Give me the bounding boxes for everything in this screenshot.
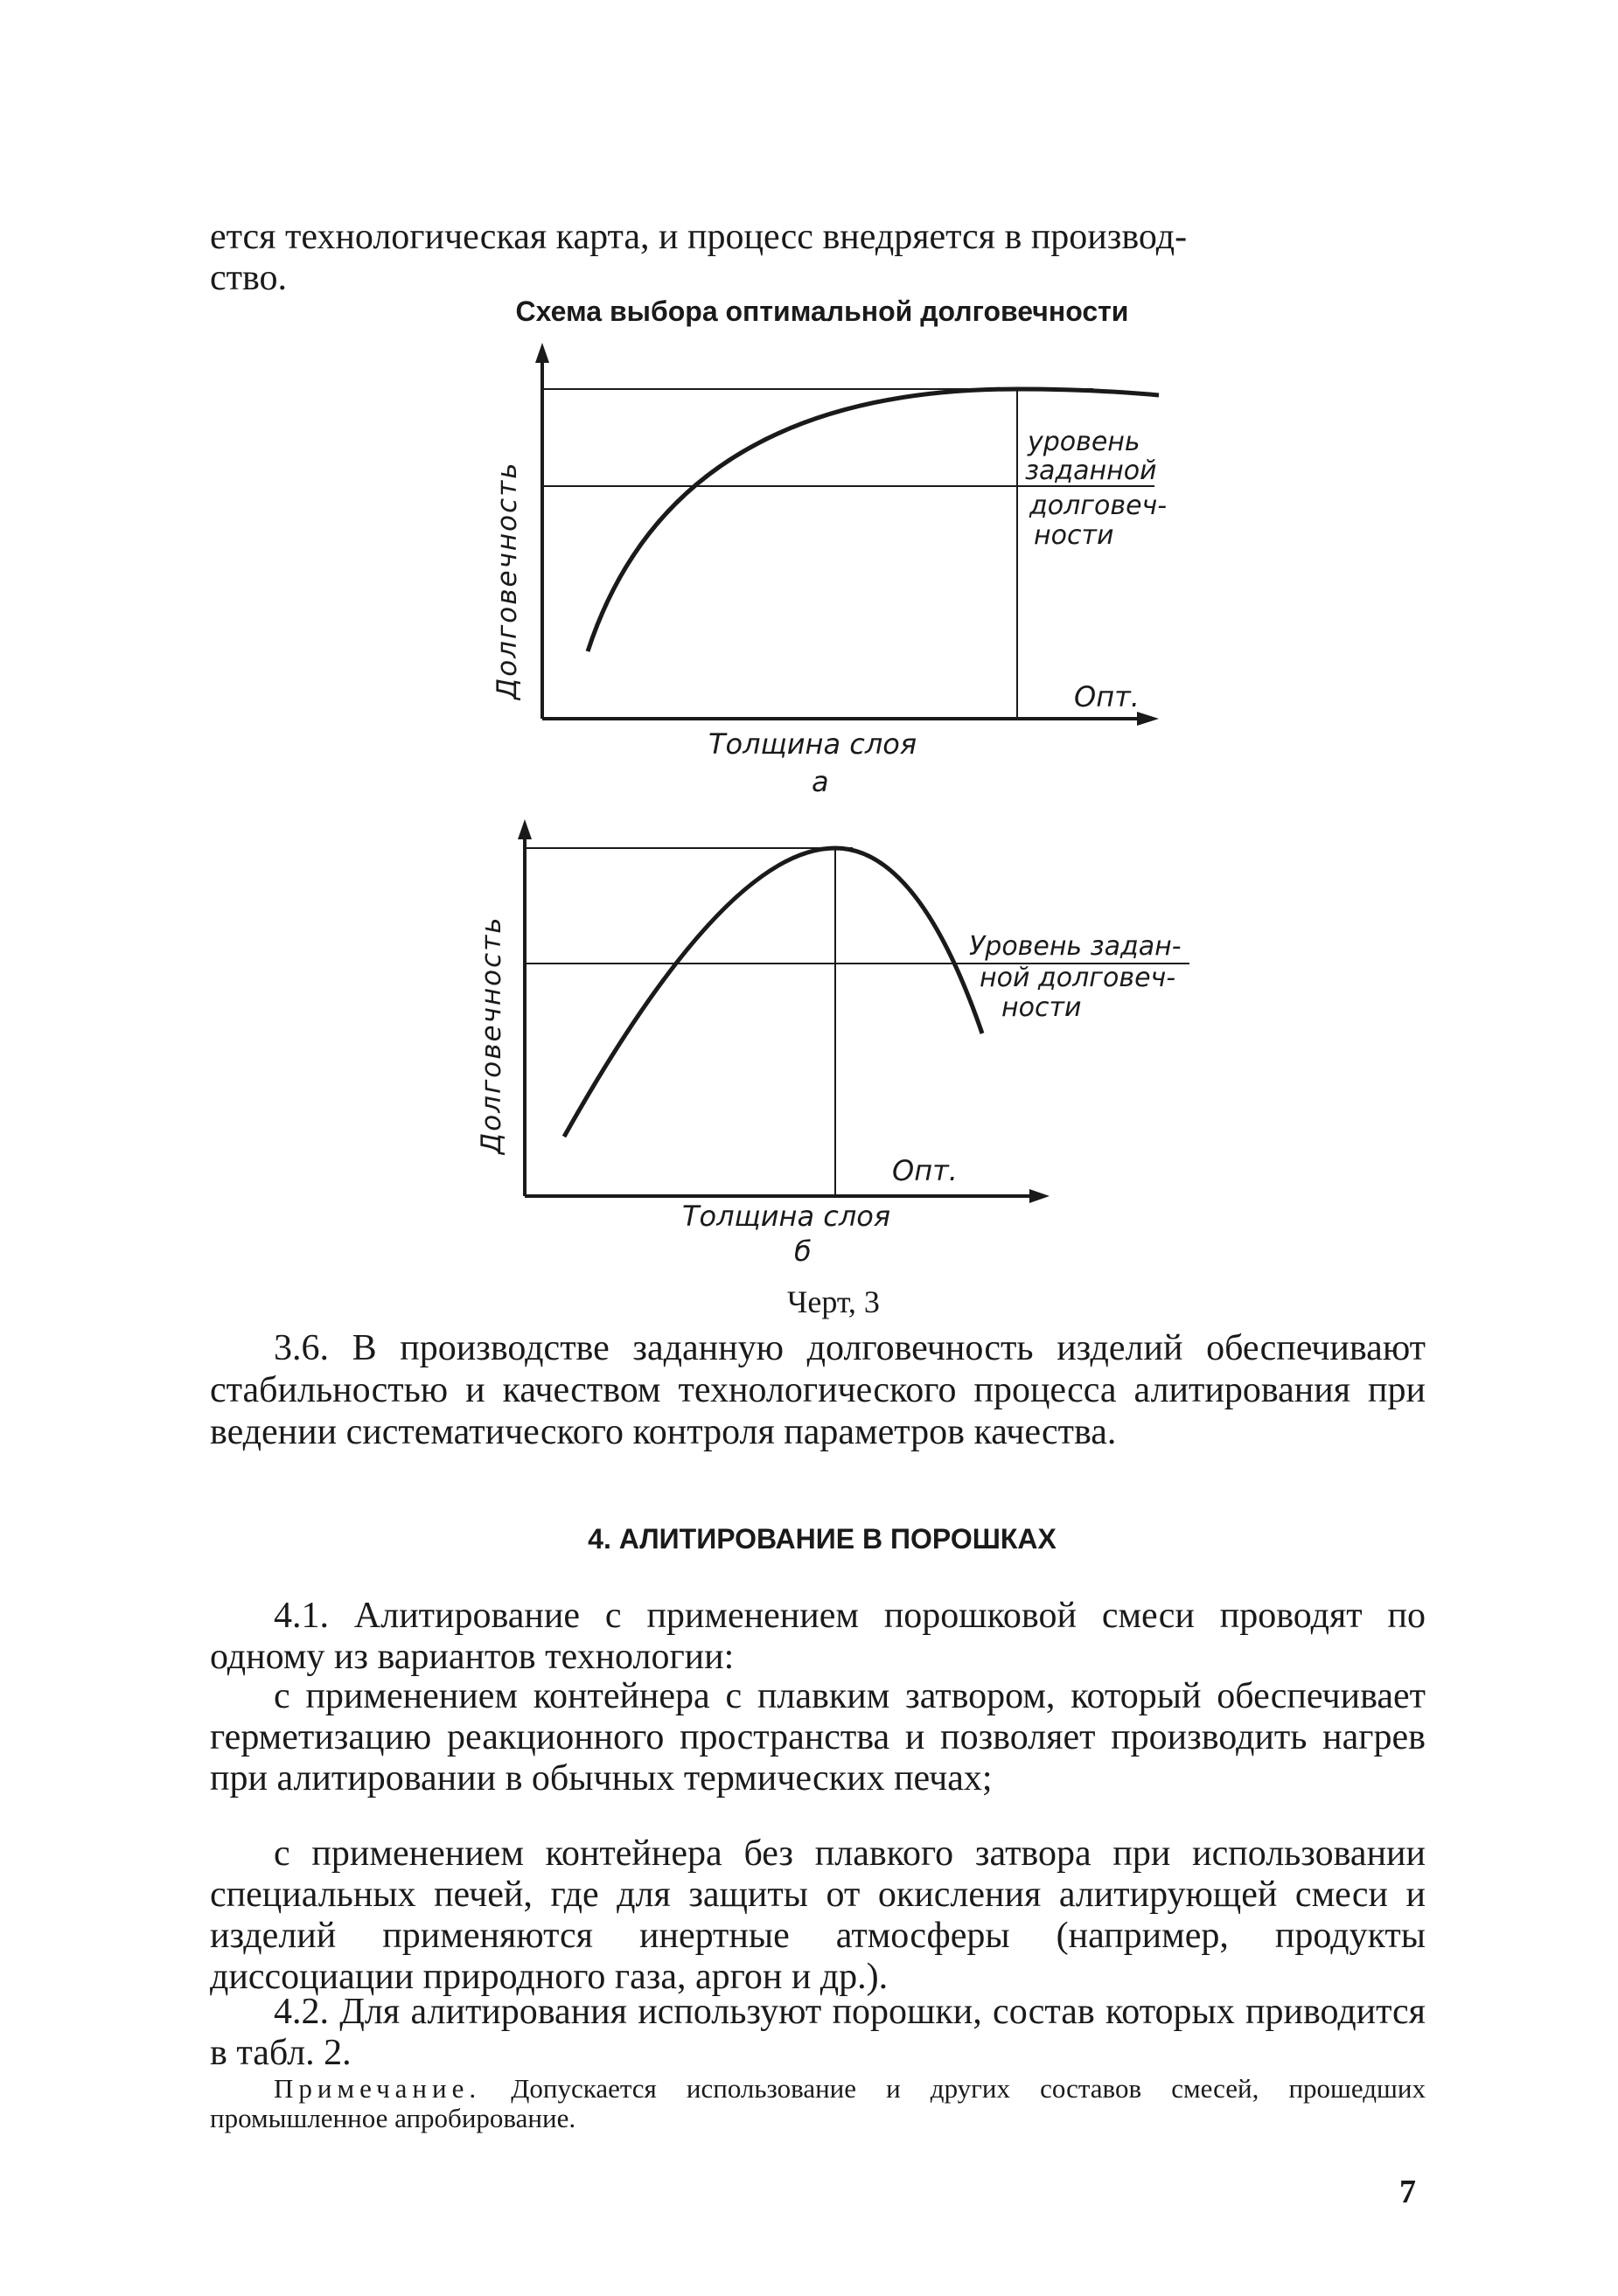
chart-a-xlabel: Толщина слоя — [708, 727, 917, 761]
chart-a-ylabel: Долговечность — [492, 461, 523, 699]
chart-b-x-arrow — [1029, 1189, 1050, 1203]
chart-a-level-label-3: долговеч- — [1029, 491, 1168, 521]
section-4-heading: 4. АЛИТИРОВАНИЕ В ПОРОШКАХ — [588, 1523, 1057, 1555]
chart-a-level-label-2: заданной — [1025, 456, 1157, 486]
page-number: 7 — [1399, 2174, 1416, 2210]
chart-b-sublabel: б — [794, 1235, 812, 1268]
note-label: Примечание. — [274, 2073, 482, 2104]
section-4-1-option-a: с применением контейнера с плавким затвором, который обеспечивает герметизацию реакционного пространства и позволяет производить нагрев при алитировании в обычных термических печах; — [210, 1676, 1426, 1799]
figure-title: Схема выбора оптимальной долговечности — [515, 296, 1129, 327]
chart-a-level-label-1: уровень — [1028, 427, 1140, 457]
chart-a-sublabel: а — [812, 765, 829, 798]
chart-b-level-label-2: ной долговеч- — [980, 963, 1176, 993]
chart-b-y-arrow — [518, 819, 532, 839]
section-4-2-paragraph: 4.2. Для алитирования используют порошки, состав которых приводится в табл. 2. — [210, 1992, 1426, 2073]
chart-a-level-label-4: ности — [1034, 520, 1114, 551]
section-3-6-paragraph: 3.6. В производстве заданную долговечность изделий обеспечивают стабильностью и качеством технологического процесса алитирования при ведении систематического контроля параметров качества. — [210, 1328, 1426, 1452]
section-4-1-option-b: с применением контейнера без плавкого затвора при использовании специальных печей, где для защиты от окисления алитирующей смеси и изделий применяются инертные атмосферы (например, продукты диссоциации природного газа, аргон и др.). — [210, 1833, 1426, 1997]
note-text: Допускается использование и других составов смесей, прошедших промышленное апробирование. — [210, 2073, 1426, 2133]
chart-b-xlabel: Толщина слоя — [682, 1200, 891, 1233]
chart-b-curve — [564, 848, 982, 1137]
figure-caption: Черт, 3 — [787, 1284, 880, 1319]
chart-b-level-label-1: Уровень задан- — [969, 931, 1182, 962]
chart-a-opt-label: Опт. — [1074, 680, 1140, 713]
intro-paragraph: ется технологическая карта, и процесс внедряется в производ- ство. — [210, 217, 1188, 298]
section-4-1-paragraph: 4.1. Алитирование с применением порошковой смеси проводят по одному из вариантов технологии: — [210, 1596, 1426, 1677]
chart-b-ylabel: Долговечность — [476, 915, 507, 1154]
note-paragraph — [210, 2074, 1426, 2133]
chart-b-level-label-3: ности — [1001, 992, 1082, 1023]
chart-b-opt-label: Опт. — [892, 1154, 958, 1187]
